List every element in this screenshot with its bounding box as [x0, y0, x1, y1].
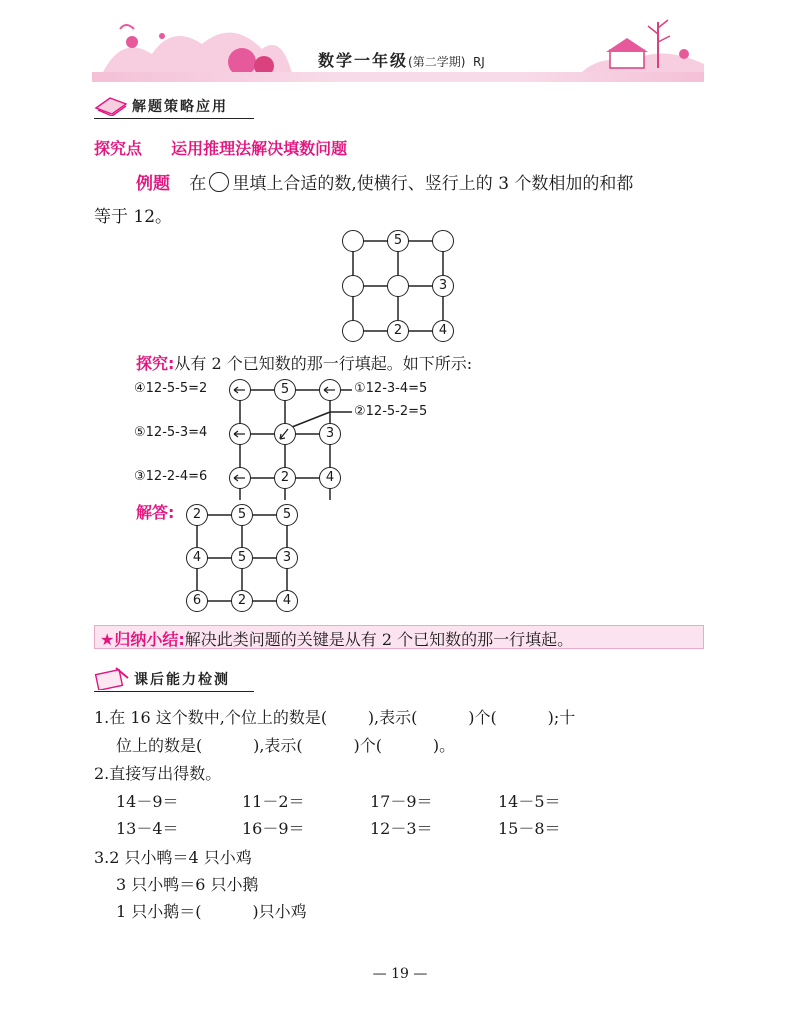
explore-node: 5 [274, 379, 296, 401]
question-1-line-1: 1.在 16 这个数中,个位上的数是( ),表示( )个( );十 [94, 708, 576, 727]
answer-grid [186, 504, 300, 612]
example-node: 3 [432, 275, 454, 297]
explore-node: 3 [319, 423, 341, 445]
answer-node: 2 [186, 504, 208, 526]
blank-circle-icon [209, 172, 229, 192]
answer-node: 5 [276, 504, 298, 526]
topic-label: 探究点 [94, 139, 143, 158]
section-underline [94, 118, 254, 119]
equation-2: ②12-5-2=5 [354, 404, 428, 419]
equation-3: ③12-2-4=6 [134, 469, 208, 484]
answer-node: 2 [231, 590, 253, 612]
arrow-icon [229, 423, 251, 445]
example-line1 [136, 169, 633, 194]
answer-node: 5 [231, 504, 253, 526]
q2-item: 17－9＝ [370, 792, 433, 811]
strategy-section-title: 解题策略应用 [132, 99, 228, 115]
header-decoration-left [92, 14, 292, 78]
book-icon [94, 94, 128, 116]
explore-line [136, 351, 472, 374]
arrow-icon [319, 379, 341, 401]
header-band [92, 72, 704, 82]
example-text-after: 里填上合适的数,使横行、竖行上的 3 个数相加的和都 [232, 174, 634, 194]
q2-item: 15－8＝ [498, 819, 561, 838]
equation-1: ①12-3-4=5 [354, 381, 428, 396]
explore-text: 从有 2 个已知数的那一行填起。如下所示: [174, 354, 473, 373]
example-node [342, 230, 364, 252]
question-3-line-1: 3.2 只小鸭＝4 只小鸡 [94, 848, 252, 867]
example-line2: 等于 12。 [94, 207, 173, 227]
pencil-book-icon [94, 664, 130, 690]
answer-node: 4 [186, 547, 208, 569]
example-node: 5 [387, 230, 409, 252]
example-node: 2 [387, 320, 409, 342]
book-edition: RJ [472, 55, 485, 69]
example-node [387, 275, 409, 297]
example-node [342, 320, 364, 342]
summary-label: ★归纳小结: [100, 630, 185, 649]
arrow-icon [229, 467, 251, 489]
answer-node: 4 [276, 590, 298, 612]
summary-line [100, 627, 573, 650]
explore-node: 4 [319, 467, 341, 489]
book-term: (第二学期) [408, 55, 466, 69]
explore-label: 探究: [136, 354, 175, 373]
q2-item: 13－4＝ [116, 819, 179, 838]
summary-text: 解决此类问题的关键是从有 2 个已知数的那一行填起。 [184, 630, 574, 649]
page-number: — 19 — [372, 966, 428, 982]
topic-text: 运用推理法解决填数问题 [171, 139, 348, 158]
example-node [432, 230, 454, 252]
example-text-before: 在 [189, 174, 207, 194]
equation-4: ④12-5-5=2 [134, 381, 208, 396]
explore-node: 2 [274, 467, 296, 489]
answer-node: 3 [276, 547, 298, 569]
practice-underline [94, 691, 254, 692]
header-title [318, 48, 485, 71]
answer-node: 6 [186, 590, 208, 612]
example-node [342, 275, 364, 297]
q2-item: 14－5＝ [498, 792, 561, 811]
example-grid [342, 230, 456, 344]
header-decoration-right [580, 14, 704, 78]
answer-label: 解答: [136, 503, 175, 522]
practice-section-title: 课后能力检测 [134, 672, 230, 688]
book-title: 数学一年级 [318, 51, 409, 70]
arrow-icon [274, 423, 296, 445]
example-node: 4 [432, 320, 454, 342]
question-3-line-2: 3 只小鸭＝6 只小鹅 [116, 875, 259, 894]
question-3-line-3: 1 只小鹅＝( )只小鸡 [116, 902, 307, 921]
q2-item: 12－3＝ [370, 819, 433, 838]
answer-node: 5 [231, 547, 253, 569]
example-label: 例题 [136, 174, 170, 194]
equation-5: ⑤12-5-3=4 [134, 425, 208, 440]
arrow-icon [229, 379, 251, 401]
question-2-title: 2.直接写出得数。 [94, 764, 222, 783]
topic-line [94, 136, 347, 159]
q2-item: 16－9＝ [242, 819, 305, 838]
q2-item: 11－2＝ [242, 792, 305, 811]
question-1-line-2: 位上的数是( ),表示( )个( )。 [116, 736, 456, 755]
q2-item: 14－9＝ [116, 792, 179, 811]
explore-diagram [130, 376, 450, 500]
